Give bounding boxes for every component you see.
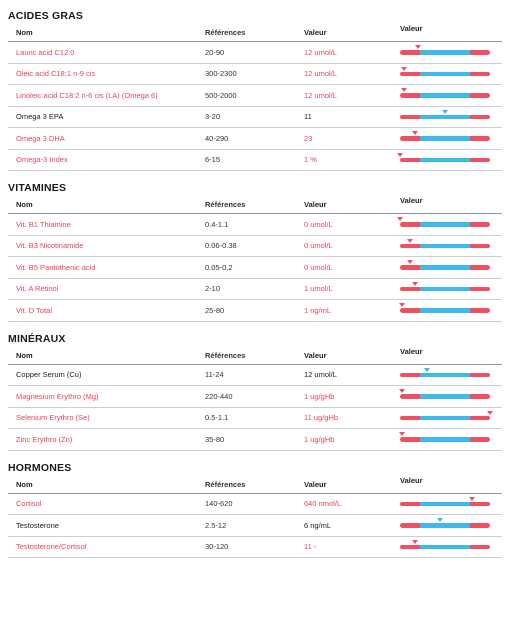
result-value: 1 %: [304, 155, 317, 165]
range-gauge: [400, 287, 490, 292]
range-gauge: [400, 158, 490, 163]
gauge-cell: [400, 365, 502, 386]
result-value: 12 umol/L: [304, 47, 337, 57]
header-gauge: Valeur: [400, 196, 423, 205]
gauge-segment-high: [470, 244, 490, 249]
reference-range: 2.5-12: [205, 520, 227, 530]
header-name: Nom: [16, 479, 33, 489]
result-value: 0 umol/L: [304, 219, 333, 229]
range-gauge: [400, 373, 490, 378]
range-gauge: [400, 244, 490, 249]
reference-range: 3-20: [205, 112, 221, 122]
test-name: Omega-3 Index: [16, 155, 68, 165]
table-row: [8, 279, 502, 301]
test-name: Copper Serum (Cu): [16, 370, 82, 380]
gauge-segment-low: [400, 545, 420, 550]
gauge-segment-mid: [420, 158, 470, 163]
reference-range: 11-24: [205, 370, 224, 380]
gauge-segment-mid: [420, 502, 470, 507]
gauge-cell: [400, 150, 502, 171]
result-value: 640 nmol/L: [304, 499, 342, 509]
table-row: [8, 107, 502, 129]
gauge-segment-high: [470, 287, 490, 292]
gauge-segment-mid: [420, 93, 470, 98]
result-value: 12 umol/L: [304, 69, 337, 79]
gauge-segment-low: [400, 50, 420, 55]
gauge-cell: [400, 494, 502, 515]
value-marker-icon: [469, 497, 475, 501]
range-gauge: [400, 416, 490, 421]
value-marker-icon: [487, 411, 493, 415]
result-value: 11: [304, 112, 312, 122]
test-name: Testosterone: [16, 520, 59, 530]
gauge-segment-high: [470, 115, 490, 120]
gauge-segment-mid: [420, 545, 470, 550]
value-marker-icon: [412, 540, 418, 544]
table-header: [8, 347, 502, 365]
gauge-segment-high: [470, 373, 490, 378]
value-marker-icon: [412, 131, 418, 135]
gauge-segment-mid: [420, 287, 470, 292]
table-row: [8, 429, 502, 451]
reference-range: 500-2000: [205, 90, 237, 100]
value-marker-icon: [401, 67, 407, 71]
table-header: [8, 476, 502, 494]
table-row: [8, 300, 502, 322]
gauge-segment-high: [470, 523, 490, 528]
gauge-segment-low: [400, 373, 420, 378]
header-value: Valeur: [304, 200, 327, 209]
reference-range: 30-120: [205, 542, 229, 552]
gauge-cell: [400, 408, 502, 429]
gauge-segment-low: [400, 93, 420, 98]
gauge-segment-low: [400, 244, 420, 249]
range-gauge: [400, 308, 490, 313]
header-references: Références: [205, 200, 246, 209]
reference-range: 6-15: [205, 155, 221, 165]
reference-range: 0.05-0.2: [205, 262, 233, 272]
gauge-segment-high: [470, 222, 490, 227]
section-2: [8, 331, 502, 451]
section-0: [8, 8, 502, 171]
gauge-cell: [400, 537, 502, 558]
header-name: Nom: [16, 350, 33, 360]
value-marker-icon: [407, 239, 413, 243]
gauge-segment-high: [470, 437, 490, 442]
result-value: 23: [304, 133, 313, 143]
header-value: Valeur: [304, 350, 327, 360]
gauge-segment-high: [470, 50, 490, 55]
table-row: [8, 537, 502, 559]
gauge-segment-high: [470, 93, 490, 98]
table-header: [8, 24, 502, 42]
value-marker-icon: [407, 260, 413, 264]
gauge-segment-low: [400, 136, 420, 141]
range-gauge: [400, 394, 490, 399]
gauge-segment-low: [400, 287, 420, 292]
gauge-cell: [400, 279, 502, 300]
gauge-segment-low: [400, 222, 420, 227]
reference-range: 0.5-1.1: [205, 413, 229, 423]
header-gauge: Valeur: [400, 475, 423, 485]
gauge-cell: [400, 85, 502, 106]
gauge-segment-low: [400, 115, 420, 120]
section-title: VITAMINES: [8, 182, 67, 194]
table-row: [8, 386, 502, 408]
gauge-cell: [400, 515, 502, 536]
gauge-segment-low: [400, 502, 420, 507]
result-value: 11 ug/gHb: [304, 413, 339, 423]
result-value: 1 ng/mL: [304, 305, 332, 315]
result-value: 0 umol/L: [304, 241, 333, 251]
result-value: 1 ug/gHb: [304, 434, 335, 444]
range-gauge: [400, 545, 490, 550]
header-gauge: Valeur: [400, 24, 423, 33]
gauge-segment-low: [400, 437, 420, 442]
reference-range: 0.4-1.1: [205, 219, 229, 229]
gauge-segment-mid: [420, 136, 470, 141]
result-value: 11 -: [304, 542, 317, 552]
table-header: [8, 196, 502, 214]
range-gauge: [400, 222, 490, 227]
section-title: MINÉRAUX: [8, 332, 66, 345]
gauge-cell: [400, 300, 502, 321]
result-value: 6 ng/mL: [304, 520, 332, 530]
gauge-segment-mid: [420, 222, 470, 227]
reference-range: 300-2300: [205, 69, 237, 79]
value-marker-icon: [397, 153, 403, 157]
gauge-segment-low: [400, 158, 420, 163]
gauge-segment-mid: [420, 416, 470, 421]
test-name: Cortisol: [16, 499, 42, 509]
gauge-segment-high: [470, 136, 490, 141]
result-value: 12 umol/L: [304, 370, 337, 380]
section-3: [8, 460, 502, 559]
gauge-segment-high: [470, 265, 490, 270]
header-references: Références: [205, 479, 246, 489]
value-marker-icon: [412, 282, 418, 286]
section-title: ACIDES GRAS: [8, 10, 84, 22]
test-name: Omega 3 DHA: [16, 133, 65, 143]
test-name: Zinc Erythro (Zn): [16, 434, 73, 444]
result-value: 1 umol/L: [304, 284, 333, 294]
reference-range: 20-90: [205, 47, 225, 57]
table-row: [8, 236, 502, 258]
range-gauge: [400, 523, 490, 528]
reference-range: 0.06-0.38: [205, 241, 237, 251]
gauge-cell: [400, 107, 502, 128]
result-value: 12 umol/L: [304, 90, 337, 100]
header-name: Nom: [16, 200, 33, 209]
table-row: [8, 128, 502, 150]
table-row: [8, 64, 502, 86]
gauge-cell: [400, 386, 502, 407]
range-gauge: [400, 136, 490, 141]
gauge-segment-high: [470, 416, 490, 421]
table-row: [8, 494, 502, 516]
gauge-segment-mid: [420, 308, 470, 313]
results-report: [8, 8, 502, 567]
gauge-segment-mid: [420, 265, 470, 270]
gauge-segment-low: [400, 416, 420, 421]
value-marker-icon: [399, 389, 405, 393]
table-row: [8, 150, 502, 172]
test-name: Testosterone/Cortisol: [16, 542, 87, 552]
gauge-segment-mid: [420, 394, 470, 399]
reference-range: 220-440: [205, 391, 233, 401]
gauge-segment-low: [400, 394, 420, 399]
section-title: HORMONES: [8, 461, 72, 474]
gauge-segment-high: [470, 394, 490, 399]
table-row: [8, 214, 502, 236]
table-row: [8, 365, 502, 387]
value-marker-icon: [442, 110, 448, 114]
value-marker-icon: [401, 88, 407, 92]
reference-range: 40-290: [205, 133, 229, 143]
section-1: [8, 180, 502, 322]
range-gauge: [400, 115, 490, 120]
test-name: Oleic acid C18:1 n-9 cis: [16, 69, 96, 79]
table-row: [8, 408, 502, 430]
gauge-segment-low: [400, 72, 420, 77]
value-marker-icon: [415, 45, 421, 49]
header-references: Références: [205, 28, 246, 37]
value-marker-icon: [399, 432, 405, 436]
value-marker-icon: [424, 368, 430, 372]
gauge-segment-high: [470, 502, 490, 507]
test-name: Vit. B5 Pantothenic acid: [16, 262, 96, 272]
test-name: Vit. B1 Thiamine: [16, 219, 71, 229]
gauge-segment-mid: [420, 72, 470, 77]
gauge-segment-mid: [420, 244, 470, 249]
gauge-segment-low: [400, 523, 420, 528]
reference-range: 35-80: [205, 434, 225, 444]
gauge-cell: [400, 64, 502, 85]
header-gauge: Valeur: [400, 346, 423, 356]
gauge-segment-mid: [420, 115, 470, 120]
gauge-cell: [400, 214, 502, 235]
test-name: Selenium Erythro (Se): [16, 413, 90, 423]
result-value: 1 ug/gHb: [304, 391, 335, 401]
gauge-segment-high: [470, 158, 490, 163]
table-row: [8, 85, 502, 107]
table-row: [8, 42, 502, 64]
gauge-segment-mid: [420, 373, 470, 378]
gauge-segment-mid: [420, 50, 470, 55]
gauge-segment-mid: [420, 523, 470, 528]
header-value: Valeur: [304, 479, 327, 489]
gauge-cell: [400, 257, 502, 278]
range-gauge: [400, 437, 490, 442]
test-name: Omega 3 EPA: [16, 112, 64, 122]
test-name: Vit. B3 Nicotinamide: [16, 241, 84, 251]
header-references: Références: [205, 350, 246, 360]
test-name: Vit. A Retinol: [16, 284, 59, 294]
header-value: Valeur: [304, 28, 327, 37]
reference-range: 25-80: [205, 305, 225, 315]
gauge-cell: [400, 236, 502, 257]
gauge-segment-mid: [420, 437, 470, 442]
gauge-segment-low: [400, 265, 420, 270]
table-row: [8, 515, 502, 537]
test-name: Magnesium Erythro (Mg): [16, 391, 99, 401]
result-value: 0 umol/L: [304, 262, 333, 272]
gauge-segment-low: [400, 308, 420, 313]
reference-range: 140-620: [205, 499, 233, 509]
range-gauge: [400, 265, 490, 270]
value-marker-icon: [437, 518, 443, 522]
gauge-segment-high: [470, 72, 490, 77]
range-gauge: [400, 50, 490, 55]
value-marker-icon: [397, 217, 403, 221]
header-name: Nom: [16, 28, 33, 37]
reference-range: 2-10: [205, 284, 221, 294]
test-name: Lauric acid C12:0: [16, 47, 75, 57]
gauge-cell: [400, 128, 502, 149]
gauge-cell: [400, 42, 502, 63]
range-gauge: [400, 502, 490, 507]
range-gauge: [400, 72, 490, 77]
test-name: Linoleic acid C18:2 n-6 cis (LA) (Omega 6): [16, 90, 158, 100]
range-gauge: [400, 93, 490, 98]
value-marker-icon: [399, 303, 405, 307]
gauge-segment-high: [470, 545, 490, 550]
test-name: Vit. D Total: [16, 305, 52, 315]
gauge-cell: [400, 429, 502, 450]
gauge-segment-high: [470, 308, 490, 313]
table-row: [8, 257, 502, 279]
